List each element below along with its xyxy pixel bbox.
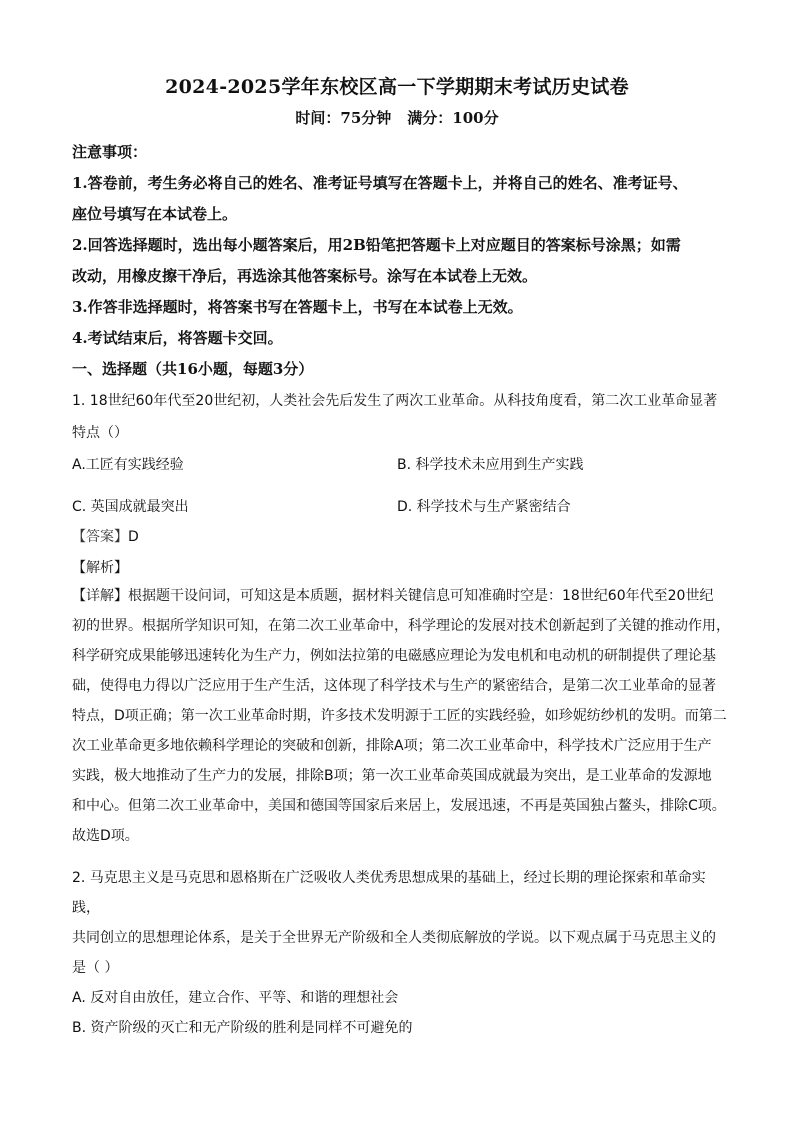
- note-1b: 座位号填写在本试卷上。: [72, 205, 238, 223]
- section-heading: 一、选择题（共16小题，每题3分）: [72, 360, 314, 378]
- detail-line: 特点，D项正确；第一次工业革命时期，许多技术发明源于工匠的实践经验，如珍妮纺纱机的发明。而第二: [72, 708, 727, 724]
- q2-stem-line1: 2. 马克思主义是马克思和恩格斯在广泛吸收人类优秀思想成果的基础上，经过长期的理论探索和革命实践，: [72, 870, 706, 916]
- q1-option-d: D. 科学技术与生产紧密结合: [397, 499, 571, 515]
- exam-subtitle: [0, 107, 794, 128]
- detail-label: 【详解】: [72, 588, 128, 604]
- note-4: 4.考试结束后，将答题卡交回。: [72, 329, 283, 347]
- exam-title: 2024-2025学年东校区高一下学期期末考试历史试卷: [165, 76, 629, 98]
- note-2a: 2.回答选择题时，选出每小题答案后，用2B铅笔把答题卡上对应题目的答案标号涂黑；如需: [72, 236, 681, 254]
- detail-line: 初的世界。根据所学知识可知，在第二次工业革命中，科学理论的发展对技术创新起到了关键的推动作用，: [72, 618, 730, 634]
- q2-block: [72, 863, 732, 1043]
- q1-option-c: C. 英国成就最突出: [72, 499, 189, 515]
- detail-line: 础，使得电力得以广泛应用于生产生活，这体现了科学技术与生产的紧密结合，是第二次工业革命的显著: [72, 678, 716, 694]
- detail-line: 次工业革命更多地依赖科学理论的突破和创新，排除A项；第二次工业革命中，科学技术广泛应用于生产: [72, 738, 712, 754]
- q2-option-a: A. 反对自由放任，建立合作、平等、和谐的理想社会: [72, 990, 399, 1006]
- note-2b: 改动，用橡皮擦干净后，再选涂其他答案标号。涂写在本试卷上无效。: [72, 267, 538, 285]
- q1-option-b: B. 科学技术未应用到生产实践: [397, 457, 584, 473]
- q2-stem-line2: 共同创立的思想理论体系，是关于全世界无产阶级和全人类彻底解放的学说。以下观点属于马克思主义的: [72, 930, 716, 946]
- exam-time: 时间：75分钟: [295, 109, 392, 127]
- q1-option-a: A.工匠有实践经验: [72, 457, 184, 473]
- answer-label: 【答案】: [72, 529, 128, 545]
- q2-stem-line3: 是（ ）: [72, 960, 119, 976]
- note-3: 3.作答非选择题时，将答案书写在答题卡上，书写在本试卷上无效。: [72, 298, 523, 316]
- q1-analysis-label: 【解析】: [72, 560, 128, 576]
- detail-line: 和中心。但第二次工业革命中，美国和德国等国家后来居上，发展迅速，不再是英国独占鳌头，排除C项。: [72, 798, 726, 814]
- q2-option-b: B. 资产阶级的灭亡和无产阶级的胜利是同样不可避免的: [72, 1020, 413, 1036]
- detail-line: 实践，极大地推动了生产力的发展，排除B项；第一次工业革命英国成就最为突出，是工业革命的发源地: [72, 768, 712, 784]
- note-1a: 1.答卷前，考生务必将自己的姓名、准考证号填写在答题卡上，并将自己的姓名、准考证号、: [72, 174, 688, 192]
- q1-stem-line1: 1. 18世纪60年代至20世纪初，人类社会先后发生了两次工业革命。从科技角度看，第二次工业革命显著: [72, 393, 718, 409]
- q1-detail: [72, 581, 732, 851]
- answer-value: D: [128, 529, 139, 545]
- q1-answer: [72, 526, 139, 546]
- detail-line: 故选D项。: [72, 828, 139, 844]
- exam-score: 满分：100分: [407, 109, 499, 127]
- detail-line: 【详解】根据题干设问词，可知这是本质题，据材料关键信息可知准确时空是：18世纪60年代至20世纪: [72, 588, 714, 604]
- q1-stem-line2: 特点（）: [72, 425, 128, 441]
- notes-heading: 注意事项：: [72, 143, 148, 161]
- detail-line: 科学研究成果能够迅速转化为生产力，例如法拉第的电磁感应理论为发电机和电动机的研制提供了理论基: [72, 648, 716, 664]
